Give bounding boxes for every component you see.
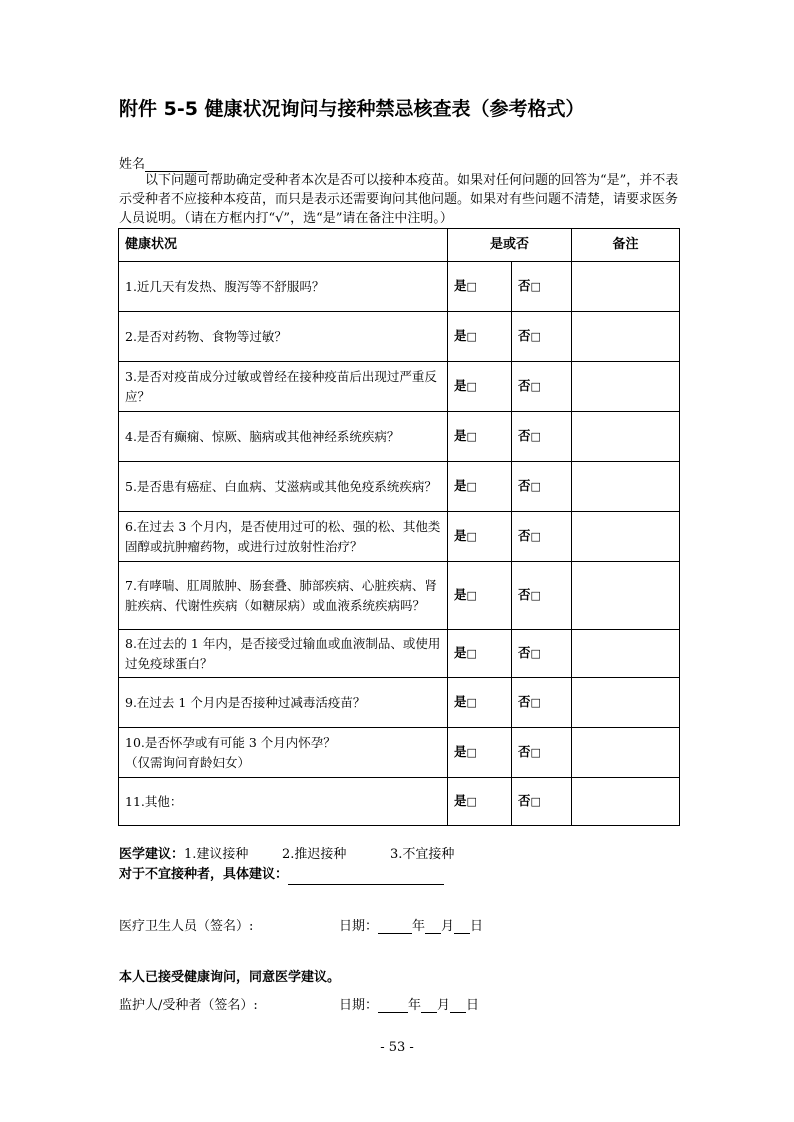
yes-checkbox[interactable]: □ [466, 589, 477, 602]
yes-label: 是 [454, 428, 467, 443]
table-row [119, 778, 680, 826]
yes-checkbox[interactable]: □ [466, 746, 477, 759]
question-text: 6.在过去 3 个月内，是否使用过可的松、强的松、其他类固醇或抗肿瘤药物，或进行过放射性治疗？ [125, 518, 441, 554]
no-label: 否 [518, 378, 531, 393]
header-health-status: 健康状况 [119, 229, 448, 262]
no-label: 否 [518, 428, 531, 443]
yes-option[interactable] [448, 728, 512, 778]
medical-month-label: 月 [441, 919, 455, 934]
yes-checkbox[interactable]: □ [466, 696, 477, 709]
medical-year-blank[interactable] [378, 920, 412, 934]
header-note: 备注 [572, 229, 680, 262]
no-checkbox[interactable]: □ [530, 795, 541, 808]
guardian-month-label: 月 [437, 998, 451, 1013]
no-option[interactable] [512, 462, 572, 512]
instructions-text: 以下问题可帮助确定受种者本次是否可以接种本疫苗。如果对任何问题的回答为“是”，并不表示受种者不应接种本疫苗，而只是表示还需要询问其他问题。如果对有些问题不清楚，请要求医务人员说明。（请在方框内打“√”，选“是”请在备注中注明。） [119, 173, 679, 226]
question-cell [119, 262, 448, 312]
no-option[interactable] [512, 312, 572, 362]
no-option[interactable] [512, 562, 572, 630]
table-row [119, 512, 680, 562]
no-label: 否 [518, 278, 531, 293]
yes-option[interactable] [448, 512, 512, 562]
question-text: 2.是否对药物、食物等过敏？ [125, 328, 287, 344]
no-option[interactable] [512, 630, 572, 678]
medical-year-label: 年 [412, 919, 426, 934]
question-text: 5.是否患有癌症、白血病、艾滋病或其他免疫系统疾病？ [125, 478, 437, 494]
yes-checkbox[interactable]: □ [466, 480, 477, 493]
page-title: 附件 5-5 健康状况询问与接种禁忌核查表（参考格式） [119, 98, 585, 120]
yes-checkbox[interactable]: □ [466, 530, 477, 543]
table-header-row [119, 229, 680, 262]
advice-option-not-suitable[interactable]: 3.不宜接种 [390, 847, 455, 862]
note-cell[interactable] [572, 562, 680, 630]
question-text: 9.在过去 1 个月内是否接种过减毒活疫苗？ [125, 694, 366, 710]
yes-option[interactable] [448, 462, 512, 512]
yes-option[interactable] [448, 678, 512, 728]
table-row [119, 630, 680, 678]
guardian-date-label: 日期： [339, 998, 379, 1013]
yes-label: 是 [454, 328, 467, 343]
consent-statement: 本人已接受健康询问，同意医学建议。 [119, 970, 341, 985]
no-option[interactable] [512, 512, 572, 562]
guardian-day-label: 日 [466, 998, 480, 1013]
question-cell [119, 678, 448, 728]
no-label: 否 [518, 528, 531, 543]
question-cell [119, 562, 448, 630]
note-cell[interactable] [572, 262, 680, 312]
yes-label: 是 [454, 694, 467, 709]
no-checkbox[interactable]: □ [530, 280, 541, 293]
question-text: 7.有哮喘、肛周脓肿、肠套叠、肺部疾病、心脏疾病、肾脏疾病、代谢性疾病（如糖尿病）或血液系统疾病吗？ [125, 577, 437, 613]
yes-label: 是 [454, 587, 467, 602]
medical-sign-label: 医疗卫生人员（签名）: [119, 919, 254, 934]
medical-date-label: 日期： [339, 919, 379, 934]
question-text: 1.近几天有发热、腹泻等不舒服吗？ [125, 278, 325, 294]
no-checkbox[interactable]: □ [530, 330, 541, 343]
no-option[interactable] [512, 262, 572, 312]
note-cell[interactable] [572, 778, 680, 826]
note-cell[interactable] [572, 728, 680, 778]
question-text: 8.在过去的 1 年内，是否接受过输血或血液制品、或使用过免疫球蛋白？ [125, 635, 441, 671]
instructions [119, 171, 679, 228]
no-label: 否 [518, 328, 531, 343]
table-row [119, 312, 680, 362]
table-row [119, 562, 680, 630]
note-cell[interactable] [572, 512, 680, 562]
table-row [119, 728, 680, 778]
yes-checkbox[interactable]: □ [466, 647, 477, 660]
note-cell[interactable] [572, 462, 680, 512]
yes-label: 是 [454, 478, 467, 493]
yes-checkbox[interactable]: □ [466, 430, 477, 443]
medical-day-blank[interactable] [454, 920, 470, 934]
guardian-sign-label: 监护人/受种者（签名）: [119, 998, 258, 1013]
guardian-year-label: 年 [408, 998, 422, 1013]
yes-label: 是 [454, 645, 467, 660]
question-text: 10.是否怀孕或有可能 3 个月内怀孕？ [125, 734, 336, 750]
no-checkbox[interactable]: □ [530, 530, 541, 543]
no-label: 否 [518, 645, 531, 660]
no-label: 否 [518, 744, 531, 759]
table-row [119, 678, 680, 728]
page-number: - 53 - [380, 1040, 414, 1055]
question-text: 3.是否对疫苗成分过敏或曾经在接种疫苗后出现过严重反应？ [125, 368, 437, 404]
no-label: 否 [518, 793, 531, 808]
no-label: 否 [518, 587, 531, 602]
medical-advice [119, 845, 454, 885]
no-checkbox[interactable]: □ [530, 430, 541, 443]
question-cell [119, 462, 448, 512]
specific-advice-label: 对于不宜接种者，具体建议： [119, 867, 289, 882]
question-cell [119, 412, 448, 462]
no-option[interactable] [512, 728, 572, 778]
yes-option[interactable] [448, 362, 512, 412]
guardian-year-blank[interactable] [378, 999, 408, 1013]
yes-label: 是 [454, 378, 467, 393]
yes-checkbox[interactable]: □ [466, 795, 477, 808]
question-cell [119, 312, 448, 362]
question-text: 4.是否有癫痫、惊厥、脑病或其他神经系统疾病？ [125, 428, 400, 444]
yes-option[interactable] [448, 412, 512, 462]
yes-checkbox[interactable]: □ [466, 330, 477, 343]
yes-option[interactable] [448, 312, 512, 362]
no-option[interactable] [512, 362, 572, 412]
specific-advice-line [119, 865, 454, 885]
advice-option-postpone[interactable]: 2.推迟接种 [282, 847, 347, 862]
question-cell [119, 512, 448, 562]
guardian-signature-line [119, 994, 480, 1013]
no-checkbox[interactable]: □ [530, 480, 541, 493]
no-option[interactable] [512, 412, 572, 462]
yes-option[interactable] [448, 562, 512, 630]
yes-option[interactable] [448, 630, 512, 678]
note-cell[interactable] [572, 678, 680, 728]
question-subtext: （仅需询问育龄妇女） [125, 754, 251, 770]
guardian-date [339, 994, 479, 1013]
note-cell[interactable] [572, 312, 680, 362]
question-cell [119, 362, 448, 412]
guardian-day-blank[interactable] [450, 999, 466, 1013]
yes-checkbox[interactable]: □ [466, 280, 477, 293]
no-checkbox[interactable]: □ [530, 696, 541, 709]
no-option[interactable] [512, 678, 572, 728]
question-text: 11.其他： [125, 793, 183, 809]
yes-option[interactable] [448, 778, 512, 826]
advice-option-recommend[interactable]: 1.建议接种 [184, 847, 249, 862]
advice-line [119, 845, 454, 865]
medical-day-label: 日 [470, 919, 484, 934]
advice-label: 医学建议： [119, 847, 185, 862]
yes-checkbox[interactable]: □ [466, 380, 477, 393]
yes-label: 是 [454, 528, 467, 543]
name-label: 姓名 [119, 157, 146, 172]
note-cell[interactable] [572, 362, 680, 412]
no-checkbox[interactable]: □ [530, 380, 541, 393]
guardian-month-blank[interactable] [421, 999, 437, 1013]
question-cell [119, 630, 448, 678]
note-cell[interactable] [572, 630, 680, 678]
name-field[interactable] [119, 153, 207, 172]
table-row [119, 362, 680, 412]
specific-advice-blank[interactable] [288, 870, 444, 885]
question-cell [119, 778, 448, 826]
table-row [119, 262, 680, 312]
medical-date [339, 915, 483, 934]
no-checkbox[interactable]: □ [530, 647, 541, 660]
question-cell [119, 728, 448, 778]
header-yes-no: 是或否 [448, 229, 572, 262]
no-label: 否 [518, 478, 531, 493]
table-row [119, 412, 680, 462]
yes-label: 是 [454, 278, 467, 293]
yes-label: 是 [454, 793, 467, 808]
health-check-table [118, 228, 680, 826]
medical-signature-line [119, 915, 484, 934]
yes-label: 是 [454, 744, 467, 759]
yes-option[interactable] [448, 262, 512, 312]
medical-month-blank[interactable] [425, 920, 441, 934]
no-label: 否 [518, 694, 531, 709]
no-checkbox[interactable]: □ [530, 746, 541, 759]
note-cell[interactable] [572, 412, 680, 462]
table-row [119, 462, 680, 512]
no-checkbox[interactable]: □ [530, 589, 541, 602]
no-option[interactable] [512, 778, 572, 826]
